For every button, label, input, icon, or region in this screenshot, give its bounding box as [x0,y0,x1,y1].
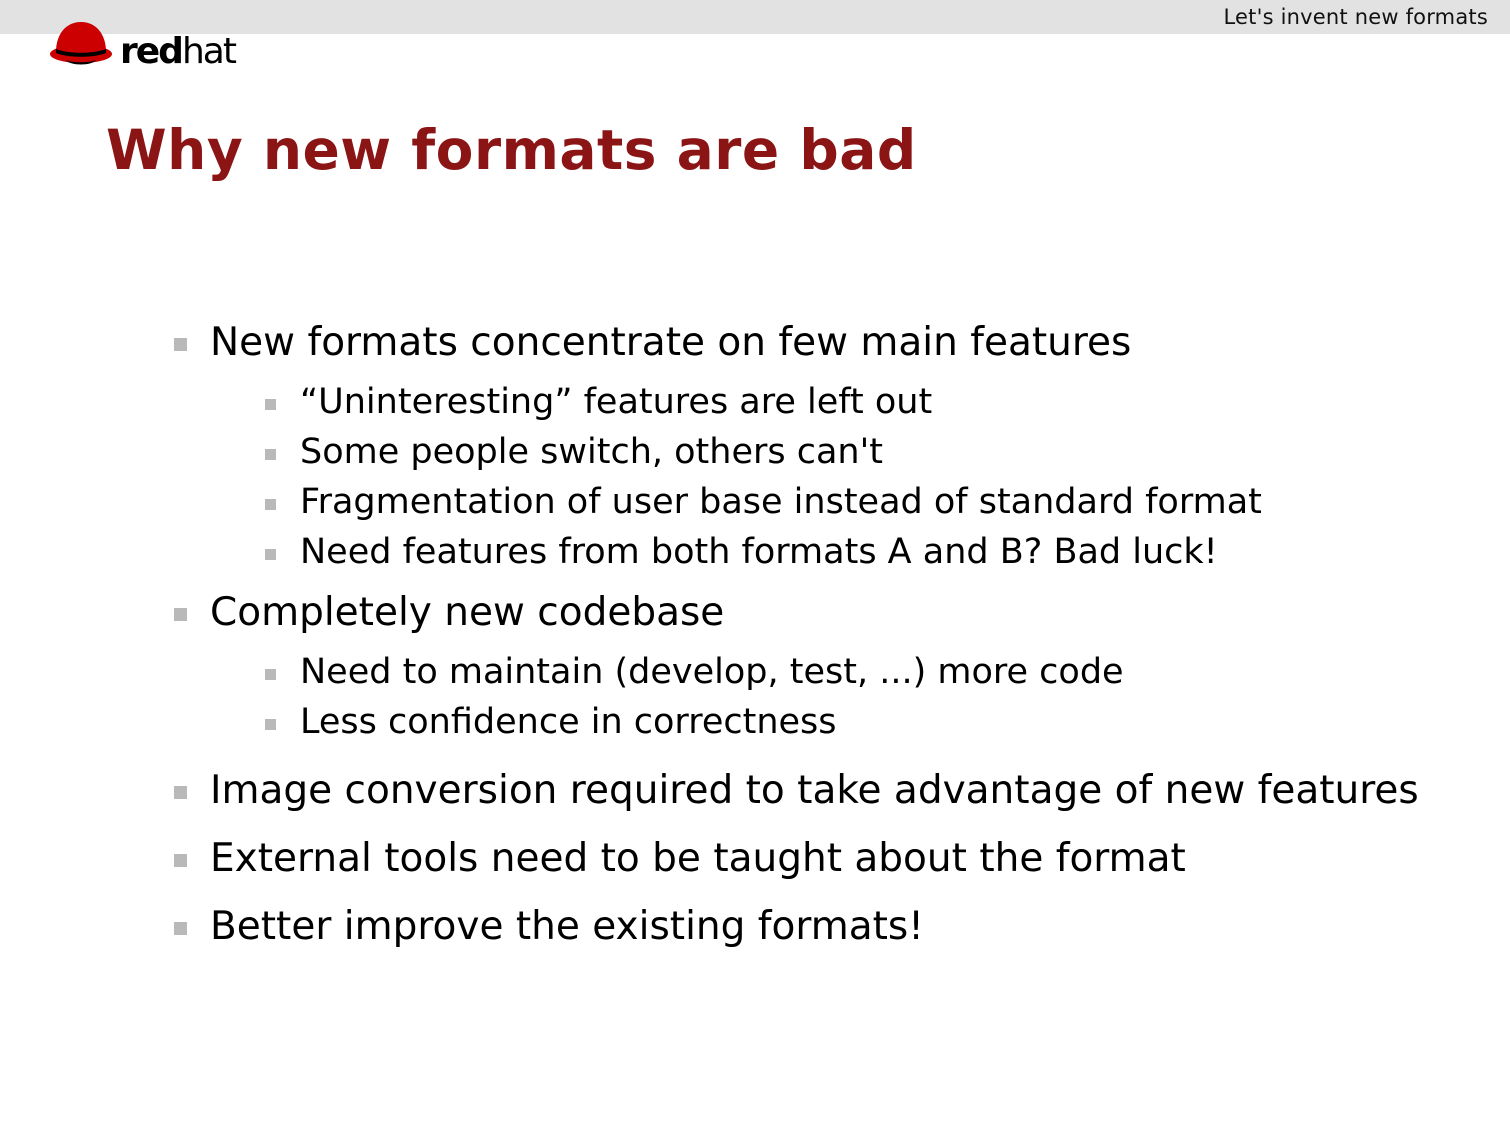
sub-bullet-marker [265,719,276,730]
list-item: External tools need to be taught about the format [210,836,1186,881]
bullet-marker [174,854,187,867]
list-item: Better improve the existing formats! [210,904,924,949]
sub-bullet-marker [265,399,276,410]
bullet-marker [174,608,187,621]
bullet-marker [174,922,187,935]
sub-bullet-marker [265,669,276,680]
list-item: Image conversion required to take advantage of new features [210,768,1419,813]
sub-list-item: Less confidence in correctness [300,702,837,742]
sub-list-item: Some people switch, others can't [300,432,883,472]
shadowman-hat-icon [48,16,118,68]
redhat-wordmark: redhat [120,31,235,72]
bullet-marker [174,338,187,351]
presentation-title: Let's invent new formats [1223,5,1488,29]
sub-list-item: “Uninteresting” features are left out [300,382,933,422]
sub-bullet-marker [265,449,276,460]
sub-bullet-marker [265,549,276,560]
sub-list-item: Need features from both formats A and B? Bad luck! [300,532,1218,572]
list-item: Completely new codebase [210,590,725,635]
bullet-marker [174,786,187,799]
sub-bullet-marker [265,499,276,510]
list-item: New formats concentrate on few main features [210,320,1132,365]
redhat-logo [48,16,248,72]
sub-list-item: Fragmentation of user base instead of standard format [300,482,1262,522]
slide-title: Why new formats are bad [106,118,917,182]
sub-list-item: Need to maintain (develop, test, ...) more code [300,652,1124,692]
